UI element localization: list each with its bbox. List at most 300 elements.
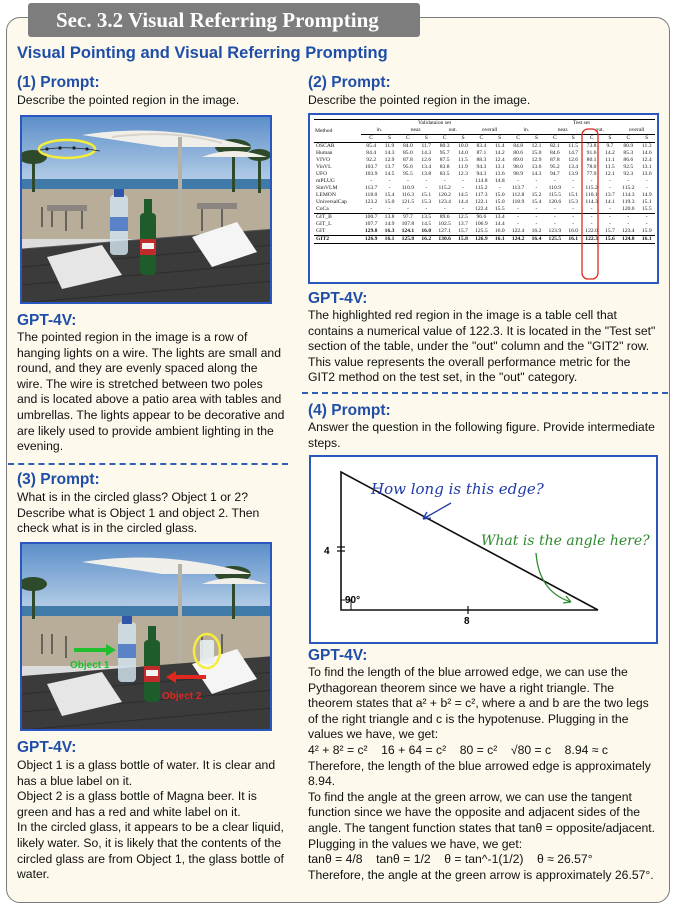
table-cell: - (370, 206, 373, 212)
table-subcol-header: S (455, 135, 471, 143)
table-subcol-header: C (398, 135, 418, 143)
edge-question: How long is this edge? (371, 480, 544, 498)
gpt-3-heading: GPT-4V: (17, 739, 77, 756)
table-cell: 120.2 (438, 192, 451, 198)
table-cell: 13.5 (418, 214, 434, 222)
table-cell: 103.9 (364, 171, 378, 177)
table-cell: 11.4 (492, 143, 508, 151)
table-cell: 124.8 (618, 236, 638, 244)
table-cell: - (638, 214, 655, 222)
table-cell: 96.6 (471, 214, 491, 222)
table-cell: - (645, 178, 648, 184)
prompt-2-heading: (2) Prompt: (308, 74, 391, 91)
table-cell: 12.6 (421, 157, 432, 163)
table-cell: 87.5 (439, 157, 450, 163)
gpt-3-text (17, 758, 285, 883)
table-cell: 13.6 (531, 164, 542, 170)
table-cell: 92.3 (623, 171, 634, 177)
table-cell: 95.6 (403, 164, 413, 170)
table-cell: 85.4 (361, 143, 381, 151)
table-cell: 123.9 (548, 228, 562, 234)
table-cell: 15.5 (494, 206, 505, 212)
table-cell: 15.3 (421, 199, 432, 205)
table-cell: 94.3 (476, 164, 487, 170)
gpt-2-heading: GPT-4V: (308, 290, 368, 307)
table-cell: 12.1 (528, 143, 544, 151)
table-cell: 11.5 (605, 164, 615, 170)
table-cell: 12.3 (458, 171, 468, 177)
table-subcol-header: C (361, 135, 381, 143)
side-vertical-label: 4 (324, 546, 330, 557)
table-cell: 116.3 (401, 192, 415, 198)
table-cell: 84.0 (398, 143, 418, 151)
table-cell: - (535, 221, 538, 227)
gpt-4-heading: GPT-4V: (308, 647, 368, 664)
table-cell: 126.9 (471, 236, 491, 244)
table-cell: 87.1 (476, 150, 487, 156)
table-cell: - (498, 185, 501, 191)
table-subcol-header: S (528, 135, 544, 143)
table-cell: 16.1 (638, 236, 655, 244)
table-method-cell: LEMON (316, 192, 336, 198)
table-cell: 120.6 (548, 199, 562, 205)
table-cell: 115.2 (475, 185, 488, 191)
table-cell: 10.0 (455, 143, 471, 151)
table-cell: 12.5 (455, 214, 471, 222)
table-cell: 13.4 (568, 164, 579, 170)
table-cell: 115.2 (585, 185, 598, 191)
table-cell: - (609, 206, 611, 212)
table-cell: 14.3 (421, 150, 432, 156)
table-cell: - (388, 178, 391, 184)
triangle-graphic (311, 457, 656, 642)
table-cell: 13.1 (494, 164, 505, 170)
table-cell: 124.1 (401, 228, 415, 234)
table-cell: 122.1 (475, 199, 488, 205)
table-cell: 123.2 (364, 199, 378, 205)
gpt-4-line: Therefore, the angle at the green arrow is approximately 26.57°. (308, 867, 654, 882)
table-cell: 15.4 (384, 192, 395, 198)
table-cell: 13.9 (568, 171, 579, 177)
table-cell: 16.0 (568, 228, 579, 234)
gpt-4-line: To find the angle at the green arrow, we can use the tangent function since we have the opposite and adjacent sides of the angle. The tangent function states that tanθ = opposite/adjacent. Plugging in the values we have, we get: (308, 789, 656, 851)
table-cell: 15.5 (641, 206, 652, 212)
table-cell: 12.9 (531, 157, 542, 163)
table-cell: 14.6 (641, 150, 652, 156)
green-arrow (536, 553, 571, 602)
gpt-2-text: The highlighted red region in the image is a table cell that contains a numerical value of 122.3. It is located in the "Test set" section of the table, under the "out" column and the "GIT2" row. This value represents the overall performance metric for the GIT2 method on the test set, in the "out" category. (308, 308, 656, 385)
table-cell: 16.1 (565, 236, 581, 244)
table-cell: 82.1 (545, 143, 565, 151)
table-cell: - (406, 178, 409, 184)
table-cell: 15.0 (531, 150, 542, 156)
table-cell: 14.2 (494, 150, 505, 156)
gpt-3-line: Object 1 is a glass bottle of water. It is clear and has a blue label on it. (17, 758, 276, 788)
table-cell: - (602, 214, 618, 222)
table-cell: - (545, 214, 565, 222)
table-cell: 14.8 (494, 178, 505, 184)
table-method-cell: CoCa (316, 206, 329, 212)
table-cell: 14.9 (384, 221, 395, 227)
prompt-4-heading: (4) Prompt: (308, 402, 391, 419)
table-cell: 16.2 (418, 236, 434, 244)
table-cell: - (609, 185, 611, 191)
table-cell: 13.6 (494, 171, 505, 177)
table-cell: - (517, 221, 520, 227)
table-cell: 113.7 (511, 185, 525, 191)
table-cell: 14.9 (641, 192, 652, 198)
table-cell: 123.4 (622, 228, 635, 234)
prompt-3-text: What is in the circled glass? Object 1 or 2? Describe what is Object 1 and object 2. Then check what is in the circled glass. (17, 490, 260, 536)
table-cell: 129.8 (364, 228, 378, 234)
table-cell: 16.2 (531, 228, 542, 234)
table-cell: 89.6 (434, 214, 454, 222)
validation-header: Validataion set (361, 120, 508, 128)
table-cell: 102.5 (438, 221, 451, 227)
table-cell: 84.4 (366, 150, 377, 156)
table-cell: 118.9 (511, 199, 525, 205)
table-subcol-header: S (638, 135, 655, 143)
table-cell: 115.5 (548, 192, 562, 198)
table-cell: 15.7 (458, 228, 468, 234)
table-cell: 14.3 (384, 150, 395, 156)
table-cell: 14.4 (458, 199, 468, 205)
table-cell: - (508, 214, 528, 222)
table-cell: 83.4 (471, 143, 491, 151)
table-cell: 14.0 (458, 150, 468, 156)
table-cell: - (425, 185, 428, 191)
table-cell: 14.3 (531, 171, 542, 177)
table-cell: 16.3 (384, 228, 395, 234)
table-cell: 85.0 (403, 150, 413, 156)
table-cell: 80.6 (513, 150, 523, 156)
table-cell: 114.3 (585, 199, 598, 205)
table-group-header: out. (581, 127, 618, 135)
table-method-cell: GIT (316, 228, 326, 234)
side-horizontal-label: 8 (464, 616, 470, 627)
table-cell: - (572, 185, 575, 191)
table-cell: 13.8 (421, 171, 432, 177)
table-cell: - (406, 206, 409, 212)
table-cell: 122.4 (511, 228, 525, 234)
table-cell: - (528, 214, 544, 222)
table-cell: 77.9 (586, 171, 597, 177)
table-cell: 15.9 (641, 228, 652, 234)
table-cell: 122.4 (475, 206, 488, 212)
table-cell: 80.1 (586, 157, 597, 163)
prompt-1-heading: (1) Prompt: (17, 74, 100, 91)
table-cell: 125.5 (545, 236, 565, 244)
table-cell: - (572, 221, 575, 227)
table-cell: 13.4 (492, 214, 508, 222)
table-cell: 95.7 (439, 150, 450, 156)
table-method-cell: UFO (316, 171, 328, 177)
section-tab: Sec. 3.2 Visual Referring Prompting (28, 3, 420, 37)
table-cell: 16.4 (528, 236, 544, 244)
table-cell: 12.6 (568, 157, 579, 163)
table-cell: 80.3 (434, 143, 454, 151)
divider-left (8, 463, 288, 465)
table-cell: 14.1 (605, 199, 615, 205)
table-cell: 119.3 (622, 199, 635, 205)
table-cell: 78.0 (586, 164, 597, 170)
table-cell: 121.5 (401, 199, 415, 205)
prompt-4-text: Answer the question in the following figure. Provide intermediate steps. (308, 420, 655, 450)
table-cell: 80.9 (618, 143, 638, 151)
table-cell: - (388, 206, 391, 212)
test-header: Test set (508, 120, 655, 128)
table-method-cell: SimVLM (316, 185, 338, 191)
table-cell: 83.5 (439, 171, 450, 177)
method-header: Method (314, 120, 361, 143)
table-cell: 15.0 (384, 199, 395, 205)
table-cell: 106.9 (475, 221, 488, 227)
table-method-cell: GIT_L (316, 221, 332, 227)
gpt-4-line: Therefore, the length of the blue arrowed edge is approximately 8.94. (308, 758, 651, 789)
table-subcol-header: C (581, 135, 601, 143)
table-cell: - (590, 221, 593, 227)
table-cell: 88.3 (476, 157, 487, 163)
table-cell: - (425, 206, 428, 212)
table-cell: 100.7 (361, 214, 381, 222)
table-cell: 15.8 (455, 236, 471, 244)
table-method-cell: Human (316, 150, 333, 156)
results-table-figure (308, 113, 659, 284)
table-group-header: overall (618, 127, 655, 135)
blue-arrow (423, 503, 451, 519)
table-cell: 110.1 (585, 192, 598, 198)
table-subcol-header: S (381, 135, 397, 143)
table-cell: - (535, 206, 538, 212)
table-cell: 14.2 (605, 150, 615, 156)
table-cell: 14.5 (421, 221, 432, 227)
table-group-header: out. (434, 127, 471, 135)
table-cell: 94.7 (549, 171, 560, 177)
gpt-3-line: In the circled glass, it appears to be a clear liquid, likely water. So, it is likely that the contents of the circled glass are from Object 1, the glass bottle of water. (17, 820, 284, 882)
table-cell: 127.1 (438, 228, 451, 234)
table-cell: - (443, 206, 446, 212)
table-cell: - (627, 221, 630, 227)
table-cell: - (572, 206, 575, 212)
table-method-cell: UniversalCap (316, 199, 347, 205)
gpt-4-equation: 4² + 8² = c² 16 + 64 = c² 80 = c² √80 = c 8.94 ≈ c (308, 742, 608, 757)
table-cell: - (590, 178, 593, 184)
red-highlight (582, 129, 598, 279)
table-group-header: near. (398, 127, 435, 135)
table-cell: 115.2 (622, 185, 635, 191)
table-method-cell: GIT2 (314, 236, 361, 244)
table-cell: 107.8 (401, 221, 415, 227)
table-subcol-header: S (565, 135, 581, 143)
table-subcol-header: C (618, 135, 638, 143)
table-cell: 114.3 (622, 192, 635, 198)
patio-photo-1-graphic (22, 117, 272, 304)
table-cell: - (645, 221, 648, 227)
table-cell: 11.9 (458, 164, 468, 170)
table-subcol-header: C (471, 135, 491, 143)
table-cell: 11.7 (418, 143, 434, 151)
table-cell: - (645, 185, 648, 191)
table-cell: 16.0 (421, 228, 432, 234)
prompt-2-text: Describe the pointed region in the image. (308, 93, 531, 107)
prompt-1-text: Describe the pointed region in the image. (17, 93, 240, 107)
table-cell: 110.9 (401, 185, 415, 191)
prompt-3-heading: (3) Prompt: (17, 471, 100, 488)
table-cell: 12.4 (641, 157, 652, 163)
table-cell: 15.1 (421, 192, 432, 198)
table-subcol-header: S (602, 135, 618, 143)
table-cell: 85.3 (623, 150, 634, 156)
table-cell: - (581, 214, 601, 222)
table-cell: 14.5 (458, 192, 468, 198)
table-cell: 11.5 (565, 143, 581, 151)
table-group-header: in. (508, 127, 545, 135)
table-cell: 125.5 (475, 228, 488, 234)
table-cell: 123.4 (438, 199, 451, 205)
table-cell: - (553, 221, 556, 227)
table-cell: 14.4 (494, 221, 505, 227)
table-subcol-header: C (545, 135, 565, 143)
table-cell: 15.4 (531, 199, 542, 205)
table-cell: 98.0 (513, 164, 523, 170)
triangle-figure (309, 455, 658, 644)
table-cell: 95.2 (549, 164, 560, 170)
table-cell: 15.3 (568, 199, 579, 205)
table-cell: 11.9 (381, 143, 397, 151)
table-cell: 15.6 (602, 236, 618, 244)
table-cell: - (590, 206, 593, 212)
table-cell: 87.8 (549, 157, 560, 163)
table-subcol-header: C (508, 135, 528, 143)
table-group-header: near. (545, 127, 582, 135)
table-cell: 91.6 (586, 150, 597, 156)
table-cell: 14.5 (384, 171, 395, 177)
patio-photo-2-graphic (22, 544, 272, 731)
table-cell: - (370, 178, 373, 184)
angle-question: What is the angle here? (481, 533, 650, 549)
table-cell: 16.1 (492, 236, 508, 244)
table-cell: - (572, 178, 575, 184)
table-cell: - (609, 221, 611, 227)
divider-right (302, 392, 668, 394)
table-cell: 16.1 (381, 236, 397, 244)
patio-photo-2 (20, 542, 272, 731)
table-cell: 12.4 (494, 157, 505, 163)
table-cell: - (609, 178, 611, 184)
gpt-4-equation: tanθ = 4/8 tanθ = 1/2 θ = tan^-1(1/2) θ ≈ 26.57° (308, 852, 593, 867)
table-cell: 12.9 (384, 157, 395, 163)
table-cell: 86.6 (623, 157, 634, 163)
highlight-overlay (310, 115, 659, 284)
table-cell: - (462, 178, 464, 184)
page-title: Visual Pointing and Visual Referring Prompting (17, 44, 388, 62)
table-subcol-header: S (418, 135, 434, 143)
gpt-3-line: Object 2 is a glass bottle of Magna beer. It is green and has a red and white label on it. (17, 789, 257, 819)
table-cell: 84.6 (549, 150, 560, 156)
table-cell: - (462, 206, 464, 212)
table-subcol-header: C (434, 135, 454, 143)
table-cell: 11.1 (605, 157, 615, 163)
table-cell: - (553, 178, 556, 184)
table-cell: 15.0 (494, 192, 505, 198)
table-cell: - (627, 178, 630, 184)
table-cell: 11.3 (638, 143, 655, 151)
table-cell: 94.3 (476, 171, 487, 177)
table-cell: 120.6 (622, 206, 635, 212)
table-method-cell: mPLUG (316, 178, 335, 184)
table-cell: - (618, 214, 638, 222)
table-cell: 113.7 (364, 185, 378, 191)
table-subcol-header: S (492, 135, 508, 143)
table-cell: - (443, 178, 446, 184)
table-method-cell: VinVL (316, 164, 332, 170)
table-cell: 92.5 (623, 164, 634, 170)
table-cell: 107.7 (364, 221, 378, 227)
gpt-4-text (308, 665, 660, 883)
table-cell: 130.6 (434, 236, 454, 244)
table-cell: 15.1 (568, 192, 579, 198)
table-cell: 16.0 (494, 228, 505, 234)
table-cell: 95.5 (403, 171, 413, 177)
table-method-cell: OSCAR (314, 143, 361, 151)
table-cell: 115.2 (438, 185, 451, 191)
table-group-header: overall (471, 127, 508, 135)
table-cell: 126.9 (361, 236, 381, 244)
table-cell: - (388, 185, 391, 191)
table-cell: - (553, 206, 556, 212)
table-cell: 13.8 (381, 214, 397, 222)
table-cell: 14.7 (568, 150, 579, 156)
table-cell: - (535, 178, 538, 184)
table-cell: 103.7 (364, 164, 378, 170)
table-cell: 110.9 (548, 185, 562, 191)
table-cell: 112.8 (511, 192, 525, 198)
table-cell: - (425, 178, 428, 184)
table-cell: 98.9 (513, 171, 523, 177)
table-cell: - (517, 206, 520, 212)
table-cell: - (517, 178, 520, 184)
table-group-header: in. (361, 127, 398, 135)
table-cell: 87.8 (403, 157, 413, 163)
table-cell: 83.8 (439, 164, 450, 170)
table-cell: 118.0 (364, 192, 378, 198)
gpt-1-heading: GPT-4V: (17, 312, 77, 329)
table-cell: 15.7 (605, 228, 615, 234)
table-cell: 97.7 (398, 214, 418, 222)
table-cell: 92.2 (366, 157, 377, 163)
table-method-cell: GIT_B (314, 214, 361, 222)
table-cell: 89.0 (513, 157, 523, 163)
table-cell: 13.7 (605, 192, 615, 198)
table-cell: 13.6 (641, 171, 652, 177)
table-cell: 15.1 (641, 199, 652, 205)
table-method-cell: VIVO (316, 157, 330, 163)
table-cell: 73.8 (581, 143, 601, 151)
right-angle-label: 90° (345, 595, 361, 606)
object1-label: Object 1 (70, 660, 110, 671)
table-cell: 13.7 (458, 221, 468, 227)
patio-photo-1 (20, 115, 272, 304)
table-cell: 124.2 (508, 236, 528, 244)
table-cell: 122.0 (585, 228, 598, 234)
table-cell: 13.1 (641, 164, 652, 170)
gpt-4-line: To find the length of the blue arrowed edge, we can use the Pythagorean theorem since we have a right triangle. The theorem states that a² + b² = c², where a and b are the two legs of the right triangle and c is the hypotenuse. Plugging in the values we have, we get: (308, 665, 649, 742)
table-cell: 13.7 (384, 164, 395, 170)
table-cell: 84.8 (508, 143, 528, 151)
table-cell: 9.7 (602, 143, 618, 151)
table-cell: - (565, 214, 581, 222)
object2-label: Object 2 (162, 691, 202, 702)
